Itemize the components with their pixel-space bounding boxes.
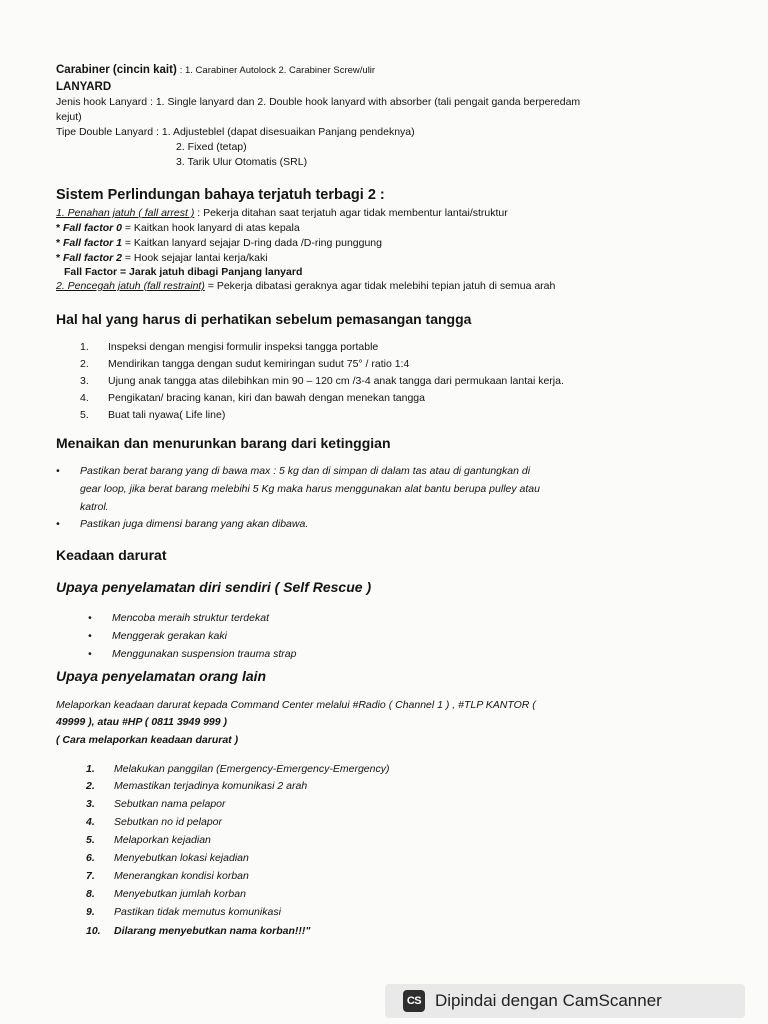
pencegah-text: = Pekerja dibatasi geraknya agar tidak melebihi tepian jatuh di semua arah [207, 280, 556, 292]
report-step: 3. Sebutkan nama pelapor [86, 798, 226, 810]
report-step: 7. Menerangkan kondisi korban [86, 870, 249, 882]
self-rescue-item: • Menggunakan suspension trauma strap [88, 648, 297, 660]
tangga-heading: Hal hal yang harus di perhatikan sebelum pemasangan tangga [56, 311, 472, 327]
lanyard-title: LANYARD [56, 81, 112, 93]
report-step: 5. Melaporkan kejadian [86, 834, 211, 846]
carabiner-line [56, 64, 375, 77]
ff1-line: * Fall factor 1 = Kaitkan lanyard sejajar D-ring dada /D-ring punggung [56, 237, 382, 249]
barang-bullet-1-cont: gear loop, jika berat barang melebihi 5 Kg maka harus menggunakan alat bantu berupa pulley atau [80, 483, 540, 495]
lanyard-tipe-line [56, 126, 415, 139]
self-rescue-item: • Mencoba meraih struktur terdekat [88, 612, 269, 624]
report-step: 8. Menyebutkan jumlah korban [86, 888, 246, 900]
lanyard-tipe-3: 3. Tarik Ulur Otomatis (SRL) [176, 156, 308, 168]
ff2-text: = Hook sejajar lantai kerja/kaki [124, 252, 268, 264]
lanyard-jenis-label: Jenis hook Lanyard [56, 96, 148, 108]
report-step: 4. Sebutkan no id pelapor [86, 816, 222, 828]
report-step: 10. Dilarang menyebutkan nama korban!!!" [86, 925, 311, 937]
report-step: 9. Pastikan tidak memutus komunikasi [86, 906, 281, 918]
tangga-item: 3. Ujung anak tangga atas dilebihkan min 90 – 120 cm /3-4 anak tangga dari permukaan lantai kerja. [80, 375, 564, 387]
ff0-text: = Kaitkan hook lanyard di atas kepala [124, 222, 300, 234]
barang-bullet-1: • Pastikan berat barang yang di bawa max : 5 kg dan di simpan di dalam tas atau di gantungkan di [56, 465, 531, 477]
tangga-item: 5. Buat tali nyawa( Life line) [80, 409, 226, 421]
ff1-text: = Kaitkan lanyard sejajar D-ring dada /D-ring punggung [124, 237, 382, 249]
barang-bullet-1-cont2: katrol. [80, 501, 109, 513]
ff2-line: * Fall factor 2 = Hook sejajar lantai kerja/kaki [56, 252, 268, 264]
penahan-label: 1. Penahan jatuh ( fall arrest ) [56, 207, 195, 219]
tangga-item: 4. Pengikatan/ bracing kanan, kiri dan bawah dengan menekan tangga [80, 392, 425, 404]
darurat-heading: Keadaan darurat [56, 547, 167, 563]
pencegah-label: 2. Pencegah jatuh (fall restraint) [56, 280, 205, 292]
barang-bullet-2: • Pastikan juga dimensi barang yang akan dibawa. [56, 518, 309, 530]
other-rescue-heading: Upaya penyelamatan orang lain [56, 668, 267, 684]
self-rescue-heading: Upaya penyelamatan diri sendiri ( Self Rescue ) [56, 579, 372, 595]
report-step: 2. Memastikan terjadinya komunikasi 2 arah [86, 780, 308, 792]
camscanner-logo-icon: CS [403, 990, 425, 1012]
report-step: 1. Melakukan panggilan (Emergency-Emergency-Emergency) [86, 763, 390, 775]
tangga-item: 2. Mendirikan tangga dengan sudut kemiringan sudut 75° / ratio 1:4 [80, 358, 410, 370]
lanyard-jenis-line [56, 96, 580, 109]
barang-heading: Menaikan dan menurunkan barang dari ketinggian [56, 435, 391, 451]
tangga-item: 1. Inspeksi dengan mengisi formulir inspeksi tangga portable [80, 341, 379, 353]
report-line-2: 49999 ), atau #HP ( 0811 3949 999 ) [56, 716, 228, 728]
lanyard-jenis-text: : 1. Single lanyard dan 2. Double hook lanyard with absorber (tali pengait ganda berperedam [149, 96, 581, 108]
lanyard-tipe-1: : 1. Adjusteblel (dapat disesuaikan Panjang pendeknya) [156, 126, 415, 138]
report-line-3: ( Cara melaporkan keadaan darurat ) [56, 734, 239, 746]
camscanner-watermark [385, 984, 745, 1018]
penahan-line [56, 207, 508, 220]
lanyard-tipe-label: Tipe Double Lanyard [56, 126, 154, 138]
ff1-label: Fall factor 1 [63, 237, 122, 249]
penahan-text: : Pekerja ditahan saat terjatuh agar tidak membentur lantai/struktur [197, 207, 508, 219]
pencegah-line [56, 280, 555, 293]
lanyard-tipe-2: 2. Fixed (tetap) [176, 141, 247, 153]
carabiner-items: : 1. Carabiner Autolock 2. Carabiner Screw/ulir [179, 65, 376, 76]
ff2-label: Fall factor 2 [63, 252, 122, 264]
ff0-label: Fall factor 0 [63, 222, 122, 234]
camscanner-text: Dipindai dengan CamScanner [435, 991, 662, 1010]
self-rescue-item: • Menggerak gerakan kaki [88, 630, 227, 642]
sistem-heading: Sistem Perlindungan bahaya terjatuh terbagi 2 : [56, 187, 385, 203]
report-step: 6. Menyebutkan lokasi kejadian [86, 852, 249, 864]
report-line-1: Melaporkan keadaan darurat kepada Command Center melalui #Radio ( Channel 1 ) , #TLP KANTOR ( [56, 699, 536, 711]
ff0-line: * Fall factor 0 = Kaitkan hook lanyard di atas kepala [56, 222, 300, 234]
lanyard-jenis-cont: kejut) [56, 111, 82, 123]
fall-factor-formula: Fall Factor = Jarak jatuh dibagi Panjang lanyard [64, 266, 303, 278]
carabiner-label: Carabiner (cincin kait) [56, 64, 177, 76]
